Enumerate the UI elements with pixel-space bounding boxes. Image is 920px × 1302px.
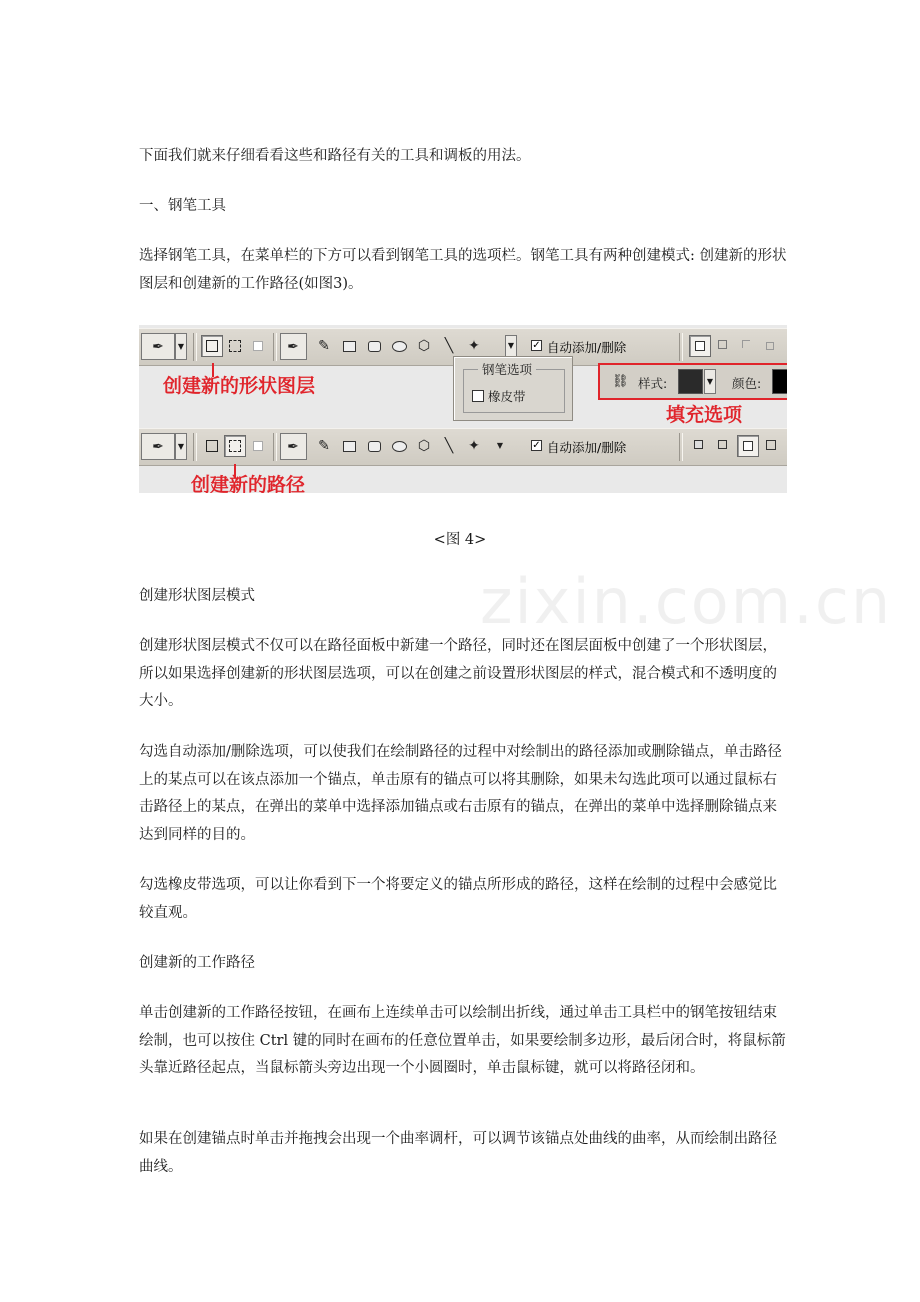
rounded-rectangle-tool-button[interactable] — [363, 335, 385, 357]
pen-icon: ✒ — [152, 439, 164, 455]
rubber-band-paragraph: 勾选橡皮带选项，可以让你看到下一个将要定义的锚点所形成的路径，这样在绘制的过程中会感觉比较直观。 — [139, 877, 777, 921]
paths-button[interactable] — [224, 435, 246, 457]
intro-paragraph: 下面我们就来仔细看看这些和路径有关的工具和调板的用法。 — [139, 148, 531, 164]
custom-shape-icon: ✦ — [468, 438, 480, 454]
auto-add-delete-label: 自动添加/删除 — [547, 340, 627, 355]
paths-icon — [229, 440, 241, 452]
chevron-down-icon[interactable]: ▼ — [175, 333, 187, 360]
rectangle-tool-button[interactable] — [338, 435, 360, 457]
freeform-pen-button[interactable] — [313, 335, 335, 357]
divider — [273, 333, 277, 361]
geometry-options-dropdown[interactable]: ▼ — [496, 441, 504, 450]
paths-button[interactable] — [224, 335, 246, 357]
divider — [193, 333, 197, 361]
divider — [273, 433, 277, 461]
annotation-fill-options: 填充选项 — [666, 404, 743, 426]
path-add-button[interactable] — [689, 335, 711, 357]
figure-caption: <图 4> — [433, 532, 487, 548]
annotation-shape-layer: 创建新的形状图层 — [163, 375, 316, 397]
ellipse-tool-button[interactable] — [388, 435, 410, 457]
freeform-pen-button[interactable] — [313, 435, 335, 457]
line-tool-button[interactable] — [438, 335, 460, 357]
path-exclude-button[interactable] — [761, 335, 783, 357]
freeform-pen-icon: ✎ — [318, 438, 330, 454]
annotation-new-path: 创建新的路径 — [191, 474, 306, 493]
ellipse-tool-button[interactable] — [388, 335, 410, 357]
polygon-tool-button[interactable] — [413, 335, 435, 357]
custom-shape-icon: ✦ — [468, 338, 480, 354]
rounded-rectangle-icon — [368, 341, 381, 352]
shape-layers-button[interactable] — [201, 335, 223, 357]
shape-layers-icon — [206, 440, 218, 452]
rectangle-icon — [343, 441, 356, 452]
rectangle-icon — [343, 341, 356, 352]
fill-options-panel — [598, 363, 787, 400]
exclude-area-icon — [766, 440, 776, 450]
fill-pixels-icon — [253, 341, 263, 351]
add-area-icon — [695, 341, 705, 351]
polygon-icon: ⬡ — [417, 438, 431, 454]
shape-layer-paragraph: 创建形状图层模式不仅可以在路径面板中新建一个路径，同时还在图层面板中创建了一个形状图层，所以如果选择创建新的形状图层选项，可以在创建之前设置形状图层的样式，混合模式和不透明度的大小。 — [139, 638, 777, 709]
path-intersect-button[interactable] — [737, 435, 759, 457]
color-label: 颜色: — [732, 376, 762, 391]
chevron-down-icon[interactable]: ▼ — [175, 433, 187, 460]
tool-preset-button[interactable] — [141, 433, 175, 460]
rectangle-tool-button[interactable] — [338, 335, 360, 357]
options-bar-paths — [139, 428, 787, 466]
fill-pixels-button[interactable] — [247, 435, 269, 457]
line-tool-button[interactable] — [438, 435, 460, 457]
intersect-area-icon — [742, 340, 750, 348]
ellipse-icon — [392, 441, 407, 452]
polygon-tool-button[interactable] — [413, 435, 435, 457]
rubber-band-checkbox[interactable] — [472, 390, 484, 402]
divider — [679, 433, 683, 461]
pen-options-popup — [453, 356, 573, 421]
pen-options-title: 钢笔选项 — [478, 360, 536, 378]
color-swatch[interactable] — [772, 369, 787, 394]
geometry-options-dropdown[interactable]: ▼ — [505, 335, 517, 357]
line-icon: ╲ — [444, 338, 454, 354]
rubber-band-label: 橡皮带 — [488, 389, 526, 404]
pen-icon: ✒ — [287, 439, 299, 455]
exclude-area-icon — [766, 342, 774, 350]
fill-pixels-button[interactable] — [247, 335, 269, 357]
path-intersect-button[interactable] — [737, 335, 759, 357]
heading-shape-layer-mode: 创建形状图层模式 — [139, 588, 255, 604]
auto-add-delete-label: 自动添加/删除 — [547, 440, 627, 455]
pen-icon: ✒ — [152, 339, 164, 355]
freeform-pen-icon: ✎ — [318, 338, 330, 354]
auto-add-delete-checkbox[interactable]: ✓ — [532, 440, 541, 451]
watermark: zixin.com.cn — [480, 565, 893, 638]
tool-preset-button[interactable] — [141, 333, 175, 360]
pen-button[interactable] — [280, 333, 307, 360]
pen-icon: ✒ — [287, 339, 299, 355]
add-area-icon — [694, 440, 703, 449]
paths-icon — [229, 340, 241, 352]
auto-add-delete-checkbox[interactable]: ✓ — [532, 340, 541, 351]
pen-tool-paragraph: 选择钢笔工具，在菜单栏的下方可以看到钢笔工具的选项栏。钢笔工具有两种创建模式: 创建新的形状图层和创建新的工作路径(如图3)。 — [139, 248, 787, 292]
heading-pen-tool: 一、钢笔工具 — [139, 198, 226, 214]
curvature-paragraph: 如果在创建锚点时单击并拖拽会出现一个曲率调杆，可以调节该锚点处曲线的曲率，从而绘制出路径曲线。 — [139, 1131, 777, 1175]
custom-shape-tool-button[interactable] — [463, 435, 485, 457]
line-icon: ╲ — [444, 438, 454, 454]
rounded-rectangle-tool-button[interactable] — [363, 435, 385, 457]
path-subtract-button[interactable] — [713, 435, 735, 457]
ellipse-icon — [392, 341, 407, 352]
pen-button[interactable] — [280, 433, 307, 460]
path-exclude-button[interactable] — [761, 435, 783, 457]
subtract-area-icon — [718, 340, 727, 349]
style-label: 样式: — [638, 376, 668, 391]
path-add-button[interactable] — [689, 435, 711, 457]
custom-shape-tool-button[interactable] — [463, 335, 485, 357]
path-subtract-button[interactable] — [713, 335, 735, 357]
polygon-icon: ⬡ — [417, 338, 431, 354]
divider — [679, 333, 683, 361]
link-icon[interactable]: ⛓ — [612, 374, 629, 389]
rounded-rectangle-icon — [368, 441, 381, 452]
rubber-band-option[interactable] — [472, 387, 526, 405]
shape-layers-icon — [206, 340, 218, 352]
shape-layers-button[interactable] — [201, 435, 223, 457]
subtract-area-icon — [718, 440, 727, 449]
heading-new-work-path: 创建新的工作路径 — [139, 955, 255, 971]
work-path-paragraph: 单击创建新的工作路径按钮，在画布上连续单击可以绘制出折线，通过单击工具栏中的钢笔按钮结束绘制，也可以按住 Ctrl 键的同时在画布的任意位置单击，如果要绘制多边形，最后闭合时，将鼠标箭头靠近路径起点，当鼠标箭头旁边出现一个小圆圈时，单击鼠标键，就可以将路径闭和。 — [139, 1005, 786, 1076]
intersect-area-icon — [743, 441, 753, 451]
auto-add-delete-paragraph: 勾选自动添加/删除选项，可以使我们在绘制路径的过程中对绘制出的路径添加或删除锚点，单击路径上的某点可以在该点添加一个锚点，单击原有的锚点可以将其删除，如果未勾选此项可以通过鼠标右击路径上的某点，在弹出的菜单中选择添加锚点或右击原有的锚点，在弹出的菜单中选择删除锚点来达到同样的目的。 — [139, 744, 782, 843]
fill-pixels-icon — [253, 441, 263, 451]
pen-tool-options-figure — [139, 325, 787, 493]
style-dropdown[interactable]: ▼ — [704, 369, 716, 394]
style-swatch[interactable] — [678, 369, 703, 394]
divider — [193, 433, 197, 461]
